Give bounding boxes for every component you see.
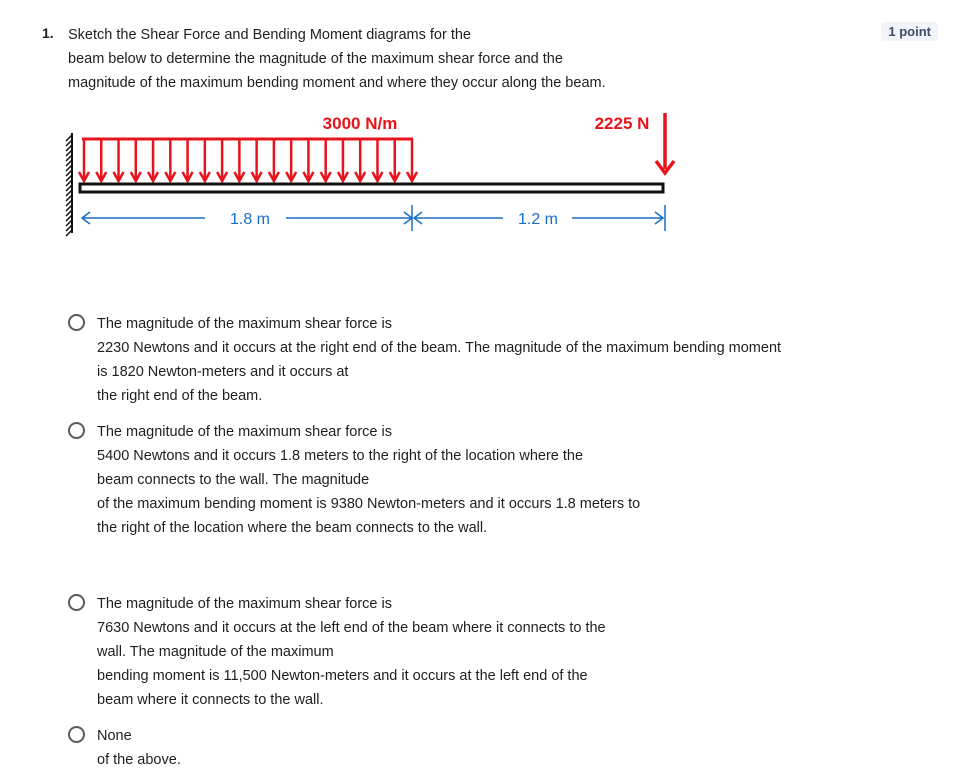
- question-line: Sketch the Shear Force and Bending Moment diagrams for the: [68, 27, 471, 43]
- load-arrow: [234, 139, 244, 181]
- radio-button[interactable]: [68, 422, 85, 439]
- answer-option-1[interactable]: [68, 312, 828, 408]
- radio-button[interactable]: [68, 594, 85, 611]
- load-arrow: [217, 139, 227, 181]
- radio-button[interactable]: [68, 726, 85, 743]
- answer-text: [97, 312, 827, 408]
- answer-line: beam where it connects to the wall.: [97, 692, 324, 708]
- beam-diagram: [60, 105, 680, 240]
- load-arrow: [183, 139, 193, 181]
- question-text: [68, 23, 788, 95]
- load-arrow: [79, 139, 89, 181]
- span-2-label: 1.2 m: [517, 211, 559, 228]
- answer-line: 7630 Newtons and it occurs at the left end of the beam where it connects to the: [97, 620, 606, 636]
- load-arrow: [96, 139, 106, 181]
- answer-line: 2230 Newtons and it occurs at the right end of the beam. The magnitude of the maximum bending moment: [97, 340, 782, 356]
- answer-line: The magnitude of the maximum shear force is: [97, 316, 392, 332]
- answer-line: bending moment is 11,500 Newton-meters and it occurs at the left end of the: [97, 668, 588, 684]
- answer-line: is 1820 Newton-meters and it occurs at: [97, 364, 349, 380]
- answer-line: the right end of the beam.: [97, 388, 263, 404]
- load-arrow: [269, 139, 279, 181]
- load-arrow: [338, 139, 348, 181]
- answer-line: 5400 Newtons and it occurs 1.8 meters to the right of the location where the: [97, 448, 584, 464]
- answer-line: None: [97, 728, 132, 744]
- load-arrow: [355, 139, 365, 181]
- span-1-label: 1.8 m: [229, 211, 271, 228]
- answer-line: the right of the location where the beam connects to the wall.: [97, 520, 488, 536]
- answer-line: wall. The magnitude of the maximum: [97, 644, 334, 660]
- load-arrow: [165, 139, 175, 181]
- load-arrow: [407, 139, 417, 181]
- answer-line: beam connects to the wall. The magnitude: [97, 472, 370, 488]
- answer-text: [97, 724, 827, 772]
- point-load-label: 2225 N: [594, 114, 650, 133]
- answer-line: of the maximum bending moment is 9380 Newton-meters and it occurs 1.8 meters to: [97, 496, 641, 512]
- question-number: 1.: [42, 25, 54, 41]
- beam: [80, 184, 663, 192]
- load-arrow: [372, 139, 382, 181]
- load-arrow: [321, 139, 331, 181]
- point-load-arrow: [656, 113, 674, 173]
- load-arrow: [390, 139, 400, 181]
- wall-support: [66, 133, 72, 236]
- answer-option-4[interactable]: [68, 724, 828, 772]
- load-arrow: [200, 139, 210, 181]
- answer-line: The magnitude of the maximum shear force is: [97, 424, 392, 440]
- answer-line: of the above.: [97, 752, 181, 768]
- radio-button[interactable]: [68, 314, 85, 331]
- load-arrow: [286, 139, 296, 181]
- load-arrow: [114, 139, 124, 181]
- answer-line: The magnitude of the maximum shear force is: [97, 596, 392, 612]
- load-arrow: [148, 139, 158, 181]
- distributed-load: [79, 139, 417, 181]
- distributed-load-label: 3000 N/m: [322, 114, 398, 133]
- points-badge: 1 point: [881, 22, 938, 41]
- question-line: magnitude of the maximum bending moment and where they occur along the beam.: [68, 75, 606, 91]
- answer-option-2[interactable]: [68, 420, 828, 540]
- load-arrow: [303, 139, 313, 181]
- load-arrow: [131, 139, 141, 181]
- load-arrow: [252, 139, 262, 181]
- answer-text: [97, 592, 827, 712]
- question-line: beam below to determine the magnitude of the maximum shear force and the: [68, 51, 563, 67]
- answer-text: [97, 420, 827, 540]
- answer-option-3[interactable]: [68, 592, 828, 712]
